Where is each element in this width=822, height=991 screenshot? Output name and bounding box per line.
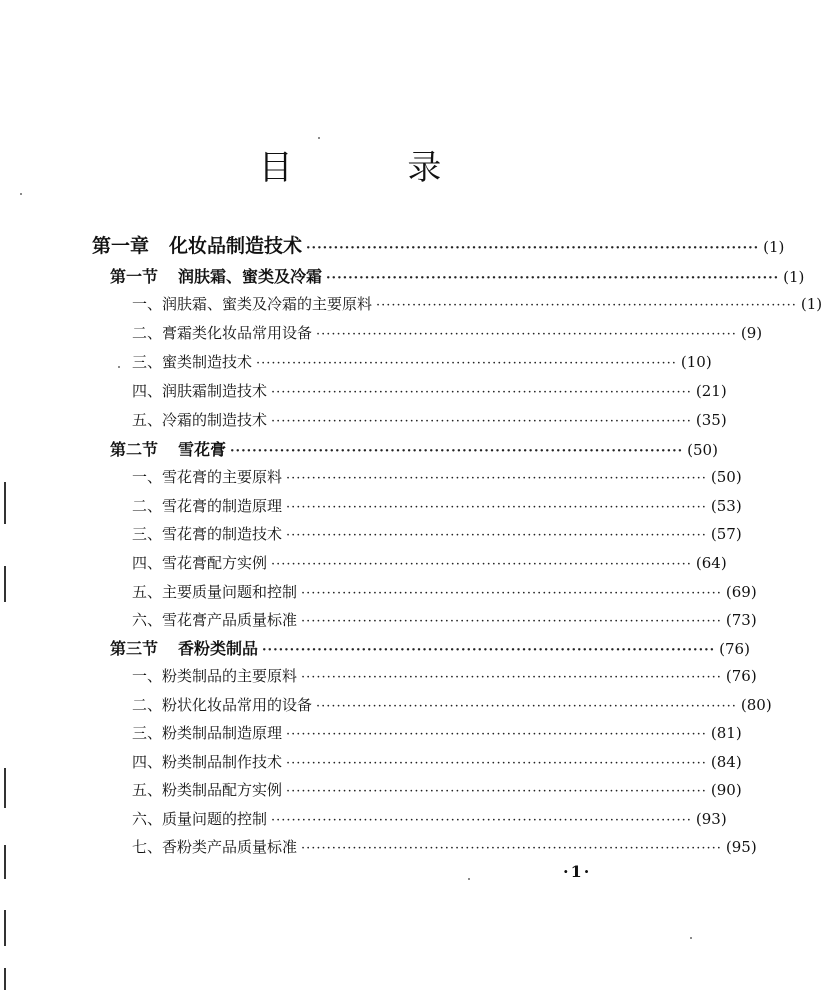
leader-dots: ·················································································· [286,784,707,799]
page-number: (81) [710,724,742,742]
page-number: (64) [695,554,727,572]
page-number: (95) [725,838,757,856]
page-number: (1) [783,268,805,286]
toc-item[interactable] [132,380,727,401]
leader-dots: ·················································································· [301,614,722,629]
leader-dots: ·················································································· [316,699,737,714]
scan-margin-mark [4,968,6,990]
leader-dots: ·················································································· [286,471,707,486]
leader-dots: ·················································································· [286,528,707,543]
section-label: 第一节 润肤霜、蜜类及冷霜 [110,267,323,286]
scan-margin-mark [4,566,6,602]
item-label: 一、粉类制品的主要原料 [132,667,298,685]
page-number: (76) [719,640,750,658]
leader-dots: ·················································································· [301,670,722,685]
leader-dots: ·················································································· [306,241,760,256]
toc-item[interactable] [132,665,757,686]
leader-dots: ·················································································· [230,444,684,459]
item-label: 四、粉类制品制作技术 [132,753,283,771]
leader-dots: ·················································································· [262,643,716,658]
item-label: 六、雪花膏产品质量标准 [132,611,298,629]
item-label: 一、润肤霜、蜜类及冷霜的主要原料 [132,295,373,313]
toc-item[interactable] [132,779,742,800]
leader-dots: ·················································································· [271,385,692,400]
page-number: (50) [710,468,742,486]
toc-item[interactable] [132,836,757,857]
toc-item[interactable] [132,751,742,772]
toc-item[interactable] [132,523,742,544]
toc-item[interactable] [132,581,757,602]
toc-item[interactable] [132,609,757,630]
scan-margin-mark [4,768,6,808]
toc-item[interactable] [132,722,742,743]
toc-section-3[interactable] [110,636,750,659]
leader-dots: ·················································································· [286,500,707,515]
item-label: 三、雪花膏的制造技术 [132,525,283,543]
leader-dots: ·················································································· [271,557,692,572]
scan-margin-mark [4,482,6,524]
leader-dots: ·················································································· [271,813,692,828]
page-number: (9) [740,324,763,342]
item-label: 四、雪花膏配方实例 [132,554,268,572]
toc-section-1[interactable] [110,264,805,287]
page-number: (84) [710,753,742,771]
item-label: 五、粉类制品配方实例 [132,781,283,799]
page-number: (35) [695,411,727,429]
item-label: 一、雪花膏的主要原料 [132,468,283,486]
leader-dots: ·················································································· [271,414,692,429]
item-label: 二、膏霜类化妆品常用设备 [132,324,313,342]
toc-item[interactable] [132,694,772,715]
item-label: 六、质量问题的控制 [132,810,268,828]
toc-item[interactable] [132,808,727,829]
item-label: 三、蜜类制造技术 [132,353,253,371]
leader-dots: ·················································································· [376,298,797,313]
leader-dots: ·················································································· [326,271,780,286]
section-label: 第三节 香粉类制品 [110,639,259,658]
leader-dots: ·················································································· [301,586,722,601]
item-label: 三、粉类制品制造原理 [132,724,283,742]
toc-item[interactable] [132,409,727,430]
toc-item[interactable] [132,351,712,372]
page-footer-number: ·1· [563,862,592,881]
leader-dots: ·················································································· [316,327,737,342]
scan-speck [468,878,470,880]
toc-item[interactable] [132,322,763,343]
page-number: (90) [710,781,742,799]
chapter-label: 第一章 化妆品制造技术 [92,235,303,257]
page-number: (76) [725,667,757,685]
toc-section-2[interactable] [110,437,718,460]
scan-speck [318,137,320,139]
toc-item[interactable] [132,552,727,573]
page-number: (10) [680,353,712,371]
item-label: 四、润肤霜制造技术 [132,382,268,400]
leader-dots: ·················································································· [256,356,677,371]
page-number: (73) [725,611,757,629]
toc-item[interactable] [132,495,742,516]
page-title: 目 录 [258,148,494,188]
page-number: (93) [695,810,727,828]
scan-speck [20,193,22,195]
toc-item[interactable] [132,466,742,487]
page-number: (69) [725,583,757,601]
item-label: 五、主要质量问题和控制 [132,583,298,601]
scan-speck [118,366,120,368]
leader-dots: ·················································································· [286,727,707,742]
page-number: (50) [687,441,718,459]
toc-item[interactable] [132,293,822,314]
page-number: (1) [800,295,822,313]
page-number: (1) [763,238,785,256]
item-label: 二、雪花膏的制造原理 [132,497,283,515]
scan-margin-mark [4,845,6,879]
toc-chapter-1[interactable] [92,231,785,258]
page-number: (53) [710,497,742,515]
leader-dots: ·················································································· [301,841,722,856]
item-label: 七、香粉类产品质量标准 [132,838,298,856]
leader-dots: ·················································································· [286,756,707,771]
page-number: (57) [710,525,742,543]
section-label: 第二节 雪花膏 [110,440,227,459]
scan-speck [690,937,692,939]
page-number: (80) [740,696,772,714]
scan-margin-mark [4,910,6,946]
item-label: 二、粉状化妆品常用的设备 [132,696,313,714]
page-number: (21) [695,382,727,400]
item-label: 五、冷霜的制造技术 [132,411,268,429]
